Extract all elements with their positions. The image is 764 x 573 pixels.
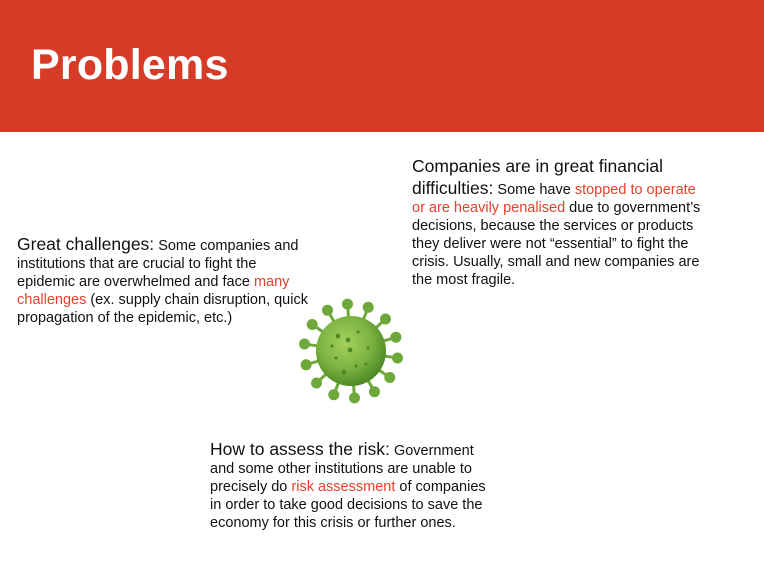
financial-difficulties-text-end: due to government’s decisions, because the services or products they deliver were not “essential” to fight the crisis. Usually, small and new companies are the most fragile. [412,200,701,288]
risk-assessment-heading: How to assess the risk: [210,439,390,459]
risk-assessment-text-start: Government and some other institutions are unable to precisely do [210,443,474,495]
risk-assessment-text-end: of companies in order to take good decisions to save the economy for this crisis or further ones. [210,479,486,531]
financial-difficulties-text-start: Some have [493,182,575,198]
great-challenges-block [17,235,309,327]
great-challenges-text-end: (ex. supply chain disruption, quick propagation of the epidemic, etc.) [17,292,308,326]
risk-assessment-highlight: risk assessment [291,479,396,495]
coronavirus-icon [298,298,404,404]
financial-difficulties-highlight: stopped to operate or are heavily penalised [412,182,696,216]
great-challenges-text-start: Some companies and institutions that are crucial to fight the epidemic are overwhelmed and face [17,238,299,290]
title-banner [0,0,764,132]
great-challenges-heading: Great challenges: [17,234,155,254]
risk-assessment-block [210,440,500,532]
great-challenges-highlight: many challenges [17,274,290,308]
financial-difficulties-heading: Companies are in great financial difficulties: [412,156,663,198]
financial-difficulties-block [412,155,702,289]
slide-title: Problems [31,41,229,89]
